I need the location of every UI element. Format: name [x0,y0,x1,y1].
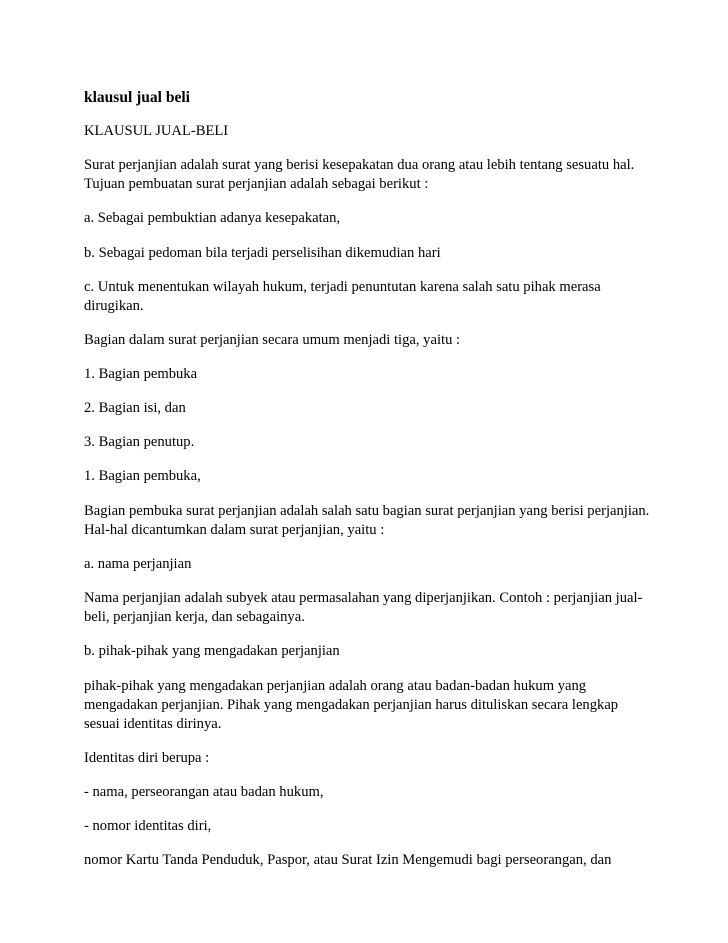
document-body [84,122,664,871]
paragraph [84,502,664,541]
text-line: Identitas diri berupa : [84,750,210,767]
text-line: c. Untuk menentukan wilayah hukum, terjadi penuntutan karena salah satu pihak merasa [84,278,601,295]
text-line: 1. Bagian pembuka, [84,468,201,485]
paragraph [84,642,664,661]
text-line: Hal-hal dicantumkan dalam surat perjanjian, yaitu : [84,521,385,538]
text-line: Bagian pembuka surat perjanjian adalah salah satu bagian surat perjanjian yang berisi perjanjian. [84,502,650,519]
text-line: - nama, perseorangan atau badan hukum, [84,784,324,801]
paragraph [84,677,664,735]
text-line: - nomor identitas diri, [84,818,212,835]
paragraph [84,555,664,574]
text-line: sesuai identitas dirinya. [84,716,222,733]
text-line: 2. Bagian isi, dan [84,400,186,417]
paragraph [84,433,664,452]
document-page [84,88,664,886]
paragraph [84,365,664,384]
paragraph [84,399,664,418]
text-line: KLAUSUL JUAL-BELI [84,123,229,139]
paragraph [84,278,664,317]
text-line: 3. Bagian penutup. [84,434,195,451]
text-line: Tujuan pembuatan surat perjanjian adalah sebagai berikut : [84,176,429,193]
paragraph [84,851,664,870]
text-line: 1. Bagian pembuka [84,366,198,383]
text-line: b. Sebagai pedoman bila terjadi perselisihan dikemudian hari [84,244,441,261]
paragraph [84,209,664,228]
paragraph [84,783,664,802]
text-line: Bagian dalam surat perjanjian secara umum menjadi tiga, yaitu : [84,332,461,349]
paragraph [84,749,664,768]
paragraph [84,244,664,263]
text-line: b. pihak-pihak yang mengadakan perjanjian [84,643,340,660]
paragraph [84,589,664,628]
paragraph [84,156,664,195]
paragraph [84,331,664,350]
text-line: pihak-pihak yang mengadakan perjanjian adalah orang atau badan-badan hukum yang [84,677,587,694]
text-line: a. Sebagai pembuktian adanya kesepakatan, [84,210,341,227]
paragraph [84,817,664,836]
text-line: a. nama perjanjian [84,555,192,572]
paragraph [84,122,664,141]
paragraph [84,467,664,486]
text-line: beli, perjanjian kerja, dan sebagainya. [84,609,305,626]
text-line: nomor Kartu Tanda Penduduk, Paspor, atau Surat Izin Mengemudi bagi perseorangan, dan [84,852,612,869]
text-line: Nama perjanjian adalah subyek atau permasalahan yang diperjanjikan. Contoh : perjanjian jual- [84,590,643,607]
document-title: klausul jual beli [84,89,190,106]
text-line: mengadakan perjanjian. Pihak yang mengadakan perjanjian harus dituliskan secara lengkap [84,696,619,713]
text-line: dirugikan. [84,297,144,314]
text-line: Surat perjanjian adalah surat yang berisi kesepakatan dua orang atau lebih tentang sesuatu hal. [84,157,635,174]
